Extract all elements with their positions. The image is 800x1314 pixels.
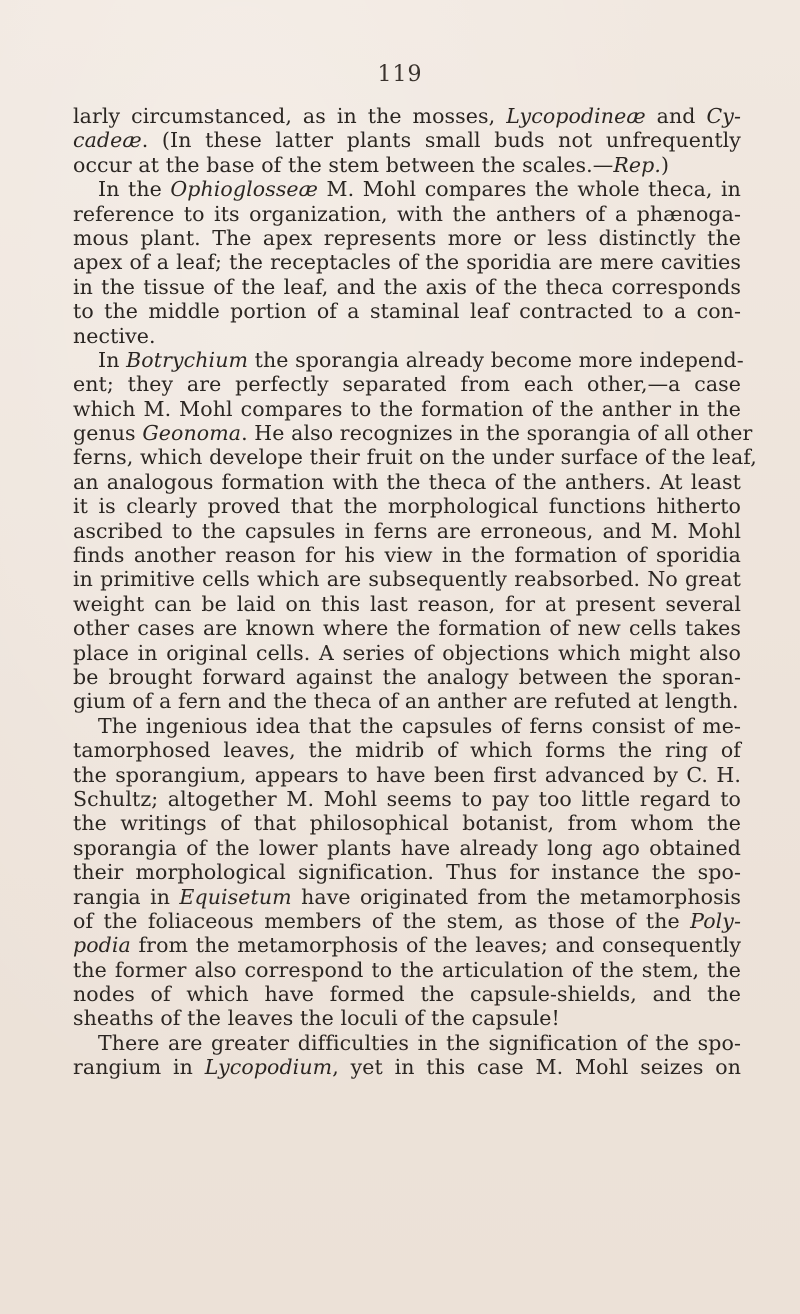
text-line: cadeæ. (In these latter plants small buds not unfrequently	[73, 128, 741, 153]
text-line: it is clearly proved that the morphological functions hitherto	[73, 494, 741, 519]
text-line: to the middle portion of a staminal leaf contracted to a con-	[73, 299, 741, 324]
text-line: of the foliaceous members of the stem, as those of the Poly-	[73, 908, 741, 933]
text-line: in the tissue of the leaf, and the axis of the theca corresponds	[73, 274, 741, 299]
text-line: ferns, which develope their fruit on the under surface of the leaf,	[73, 445, 757, 470]
text-line: finds another reason for his view in the formation of sporidia	[73, 543, 741, 568]
text-line: tamorphosed leaves, the midrib of which forms the ring of	[73, 738, 741, 763]
text-line: the former also correspond to the articulation of the stem, the	[73, 957, 741, 982]
text-line: nodes of which have formed the capsule-shields, and the	[73, 982, 741, 1007]
text-line: genus Geonoma. He also recognizes in the sporangia of all other	[73, 421, 753, 446]
text-line: sporangia of the lower plants have already long ago obtained	[73, 835, 741, 860]
text-line: gium of a fern and the theca of an anther are refuted at length.	[73, 689, 739, 714]
text-line: sheaths of the leaves the loculi of the capsule!	[73, 1006, 560, 1031]
text-line: mous plant. The apex represents more or less distinctly the	[73, 225, 741, 250]
text-line: rangia in Equisetum have originated from the metamorphosis	[73, 884, 741, 909]
text-line: place in original cells. A series of objections which might also	[73, 640, 741, 665]
text-line: weight can be laid on this last reason, for at present several	[73, 591, 741, 616]
text-line: The ingenious idea that the capsules of ferns consist of me-	[98, 713, 741, 738]
text-line: the sporangium, appears to have been first advanced by C. H.	[73, 762, 741, 787]
text-line: podia from the metamorphosis of the leaves; and consequently	[73, 933, 741, 958]
text-line: nective.	[73, 323, 156, 348]
text-line: In the Ophioglosseæ M. Mohl compares the whole theca, in	[98, 177, 741, 202]
text-line: be brought forward against the analogy between the sporan-	[73, 664, 741, 689]
text-line: reference to its organization, with the anthers of a phænoga-	[73, 201, 741, 226]
text-line: occur at the base of the stem between the scales.—Rep.)	[73, 152, 670, 177]
text-line: in primitive cells which are subsequently reabsorbed. No great	[73, 567, 741, 592]
text-line: apex of a leaf; the receptacles of the sporidia are mere cavities	[73, 250, 741, 275]
text-line: Schultz; altogether M. Mohl seems to pay too little regard to	[73, 786, 741, 811]
text-line: an analogous formation with the theca of the anthers. At least	[73, 469, 741, 494]
body-text	[73, 104, 757, 1080]
text-line: the writings of that philosophical botanist, from whom the	[73, 811, 741, 836]
text-line: In Botrychium the sporangia already become more independ-	[98, 347, 744, 372]
page-number: 119	[377, 62, 423, 87]
text-line: which M. Mohl compares to the formation of the anther in the	[73, 396, 741, 421]
text-line: larly circumstanced, as in the mosses, Lycopodineæ and Cy-	[73, 104, 741, 128]
text-line: ascribed to the capsules in ferns are erroneous, and M. Mohl	[73, 518, 741, 543]
text-line: ent; they are perfectly separated from each other,—a case	[73, 372, 741, 397]
text-line: other cases are known where the formation of new cells takes	[73, 616, 741, 641]
text-line: There are greater difficulties in the signification of the spo-	[98, 1030, 741, 1055]
text-line: rangium in Lycopodium, yet in this case M. Mohl seizes on	[73, 1055, 741, 1080]
text-line: their morphological signification. Thus for instance the spo-	[73, 860, 741, 885]
